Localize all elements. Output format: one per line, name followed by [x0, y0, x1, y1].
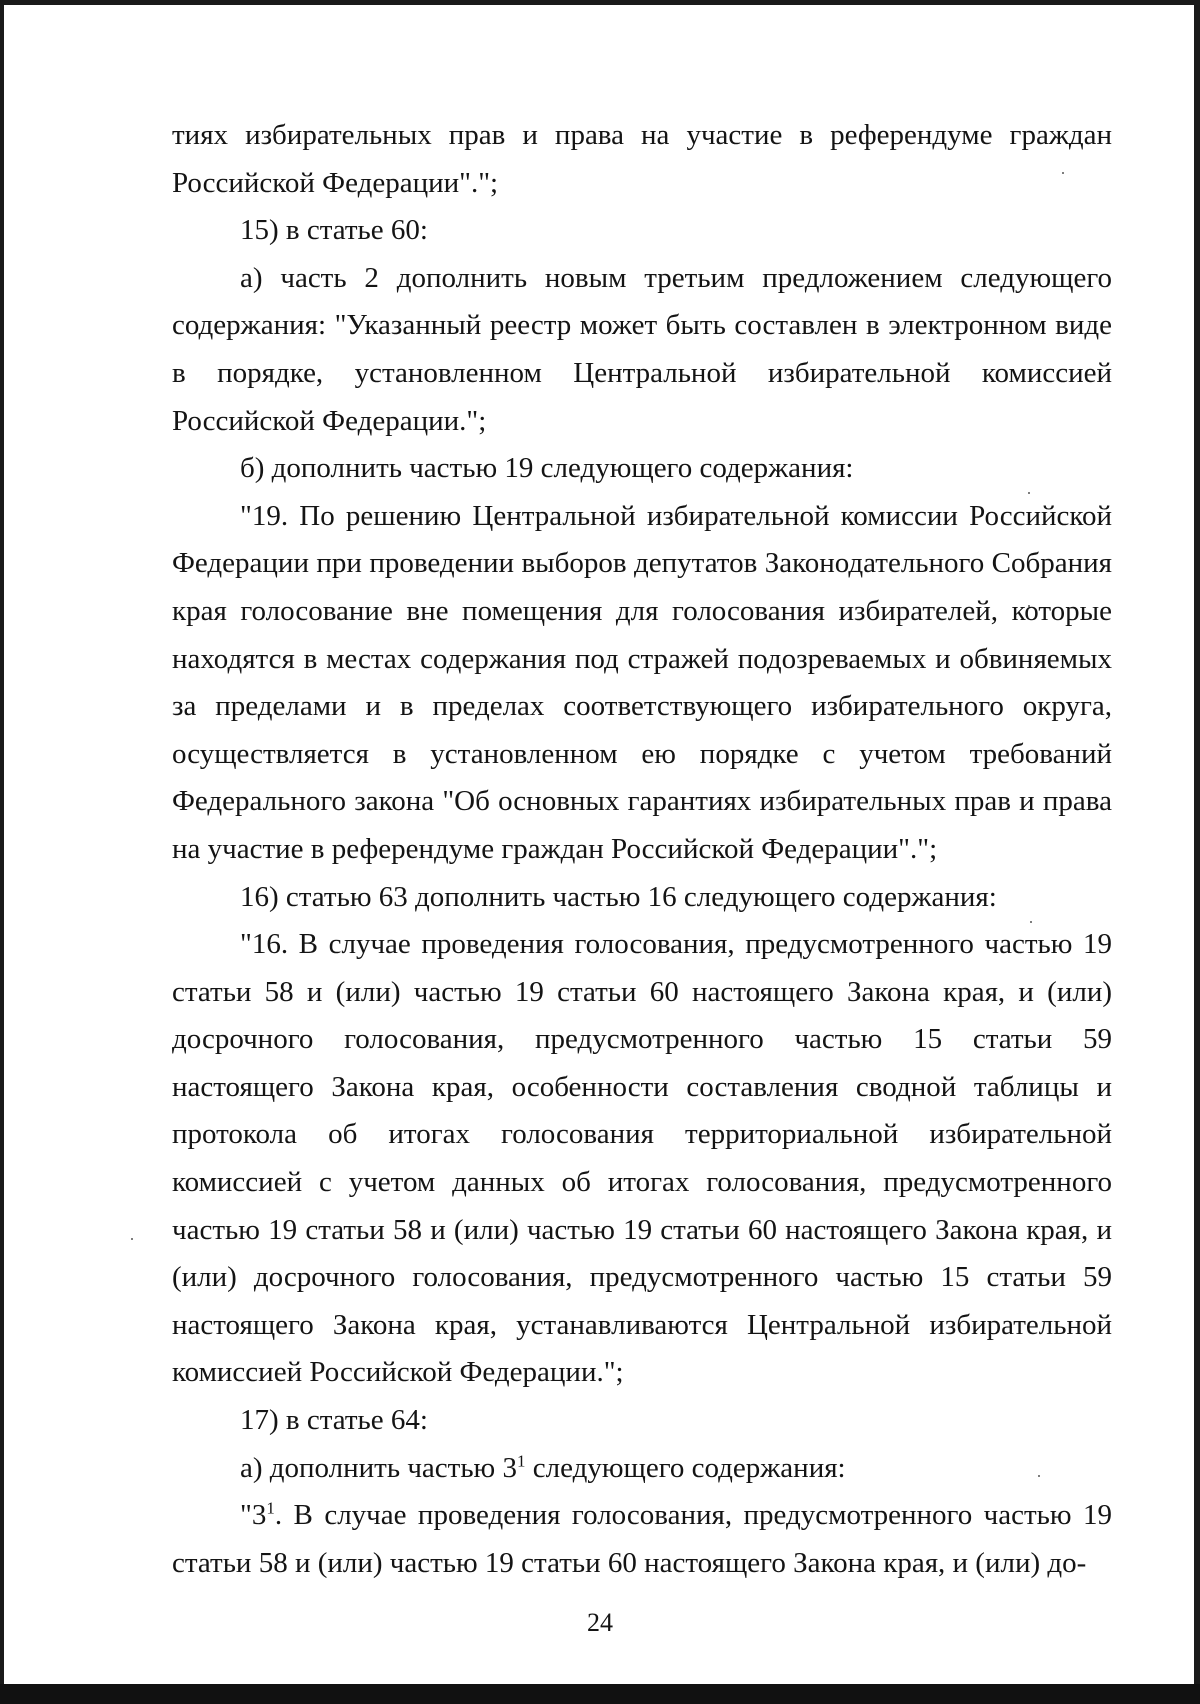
paragraph-continuation: тиях избирательных прав и права на участие в референдуме граждан Российской Федерации"."; — [172, 119, 1112, 199]
superscript-index: 1 — [266, 1498, 275, 1518]
page-number: 24 — [587, 1608, 613, 1637]
paragraph-item-17: 17) в статье 64: — [240, 1404, 428, 1437]
paragraph-text-after: следующего содержания: — [525, 1451, 846, 1484]
scan-border-bottom — [0, 1684, 1200, 1704]
scan-border-left — [0, 0, 4, 1704]
paragraph-subitem-a: а) часть 2 дополнить новым третьим предложением следующего содержания: "Указанный реестр может быть составлен в электронном виде в порядке, установленном Центральной избирательной комиссией Российской Федерации."; — [172, 261, 1112, 437]
superscript-index: 1 — [516, 1450, 526, 1470]
paragraph-part-19: "19. По решению Центральной избирательной комиссии Российской Федерации при проведении выборов депутатов Законодательного Собрания края голосование вне помещения для голосования избирателей, которые находятся в местах содержания под стражей подозреваемых и обвиняемых за пределами и в пределах соответствующего избирательного округа, осуществляется в установленном ею порядке с учетом требований Федерального закона "Об основных гарантиях избирательных прав и права на участие в референдуме граждан Российской Федерации"."; — [172, 499, 1112, 865]
document-body — [172, 112, 1112, 1587]
paragraph-part-3-1 — [172, 1492, 1112, 1587]
paragraph-text-before: а) дополнить частью 3 — [240, 1451, 517, 1484]
scan-border-top — [0, 0, 1200, 5]
paragraph-item-16: 16) статью 63 дополнить частью 16 следующего содержания: — [240, 880, 997, 913]
paragraph-subitem-a-part-3-1 — [172, 1445, 1112, 1493]
paragraph-part-16: "16. В случае проведения голосования, предусмотренного частью 19 статьи 58 и (или) частью 19 статьи 60 настоящего Закона края, и (или) досрочного голосования, предусмотренного частью 15 статьи 59 настоящего Закона края, особенности составления сводной таблицы и протокола об итогах голосования территориальной избирательной комиссией с учетом данных об итогах голосования, предусмотренного частью 19 статьи 58 и (или) частью 19 статьи 60 настоящего Закона края, и (или) досрочного голосования, предусмотренного частью 15 статьи 59 настоящего Закона края, устанавливаются Центральной избирательной комиссией Российской Федерации."; — [172, 928, 1112, 1389]
paragraph-subitem-b: б) дополнить частью 19 следующего содержания: — [240, 452, 854, 485]
scan-border-right — [1194, 0, 1200, 1704]
paragraph-item-15: 15) в статье 60: — [240, 214, 428, 247]
paragraph-text-after: . В случае проведения голосования, предусмотренного частью 19 статьи 58 и (или) частью 19 статьи 60 настоящего Закона края, и (или) до- — [172, 1499, 1112, 1579]
scan-speck — [131, 1238, 133, 1240]
paragraph-text-before: "3 — [240, 1499, 267, 1532]
